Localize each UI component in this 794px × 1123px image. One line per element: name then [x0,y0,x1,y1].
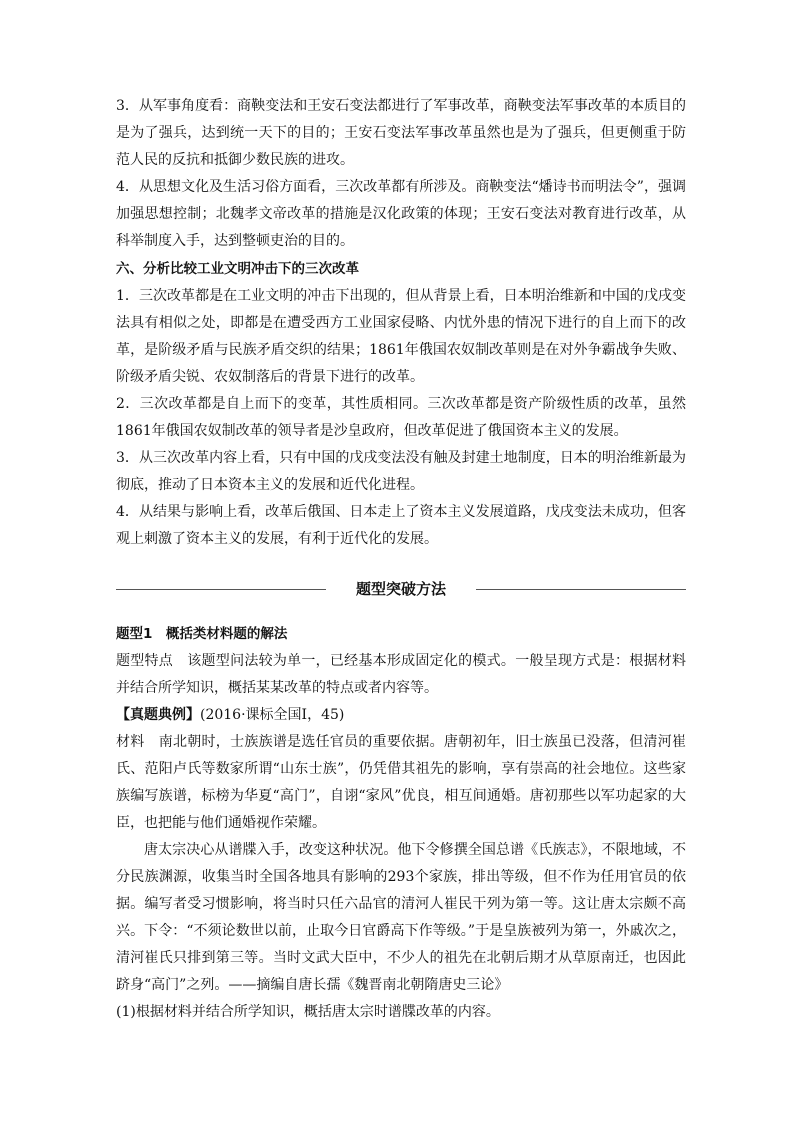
divider-line-right [476,589,686,590]
paragraph-content: 3．从三次改革内容上看，只有中国的戊戌变法没有触及封建土地制度，日本的明治维新最为彻底，推动了日本资本主义的发展和近代化进程。 [116,450,686,493]
paragraph-culture: 4．从思想文化及生活习俗方面看，三次改革都有所涉及。商鞅变法“燔诗书而明法令”，强调加强思想控制；北魏孝文帝改革的措施是汉化政策的体现；王安石变法对教育进行改革，从科举制度入手，达到整顿吏治的目的。 [116,179,686,249]
section-divider [116,576,686,602]
paragraph-result: 4．从结果与影响上看，改革后俄国、日本走上了资本主义发展道路，戊戌变法未成功，但客观上刺激了资本主义的发展，有利于近代化的发展。 [116,504,686,547]
material-label: 材料 [116,734,145,750]
example-label: 【真题典例】 [116,707,200,723]
paragraph-military: 3．从军事角度看：商鞅变法和王安石变法都进行了军事改革，商鞅变法军事改革的本质目的是为了强兵，达到统一天下的目的；王安石变法军事改革虽然也是为了强兵，但更侧重于防范人民的反抗和抵御少数民族的进攻。 [116,98,686,168]
material-text-1: 南北朝时，士族族谱是选任官员的重要依据。唐朝初年，旧士族虽已没落，但清河崔氏、范阳卢氏等数家所谓“山东士族”，仍凭借其祖先的影响，享有崇高的社会地位。这些家族编写族谱，标榜为华夏“高门”，自诩“家风”优良，相互间通婚。唐初那些以军功起家的大臣，也把能与他们通婚视作荣耀。 [116,734,687,831]
features-text: 该题型问法较为单一，已经基本形成固定化的模式。一般呈现方式是：根据材料并结合所学知识，概括某某改革的特点或者内容等。 [116,653,687,696]
features-label: 题型特点 [116,653,174,669]
divider-title: 题型突破方法 [355,580,446,598]
paragraph-material-2: 唐太宗决心从谱牒入手，改变这种状况。他下令修撰全国总谱《氏族志》，不限地域，不分民族渊源，收集当时全国各地具有影响的293个家族，排出等级，但不作为任用官员的依据。编写者受习惯影响，将当时只任六品官的清河人崔民干列为第一等。这让唐太宗颇不高兴。下令：“不须论数世以前，止取今日官爵高下作等级。”于是皇族被列为第一，外戚次之，清河崔氏只排到第三等。当时文武大臣中，不少人的祖先在北朝后期才从草原南迁，也因此跻身“高门”之列。——摘编自唐长孺《魏晋南北朝隋唐史三论》 [116,842,686,993]
paragraph-nature: 2．三次改革都是自上而下的变革，其性质相同。三次改革都是资产阶级性质的改革，虽然1861年俄国农奴制改革的领导者是沙皇政府，但改革促进了俄国资本主义的发展。 [116,396,686,439]
paragraph-features [116,648,686,702]
paragraph-material-1 [116,729,686,837]
paragraph-example [116,702,686,729]
question-type-heading: 题型1 概括类材料题的解法 [116,626,288,642]
paragraph-background: 1．三次改革都是在工业文明的冲击下出现的，但从背景上看，日本明治维新和中国的戊戌变法具有相似之处，即都是在遭受西方工业国家侵略、内忧外患的情况下进行的自上而下的改革，是阶级矛盾与民族矛盾交织的结果；1861年俄国农奴制改革则是在对外争霸战争失败、阶级矛盾尖锐、农奴制落后的背景下进行的改革。 [116,288,686,385]
section-heading: 六、分析比较工业文明冲击下的三次改革 [116,261,359,277]
question-1: (1)根据材料并结合所学知识，概括唐太宗时谱牒改革的内容。 [116,1004,500,1020]
example-source: (2016·课标全国Ⅰ，45) [200,707,345,723]
